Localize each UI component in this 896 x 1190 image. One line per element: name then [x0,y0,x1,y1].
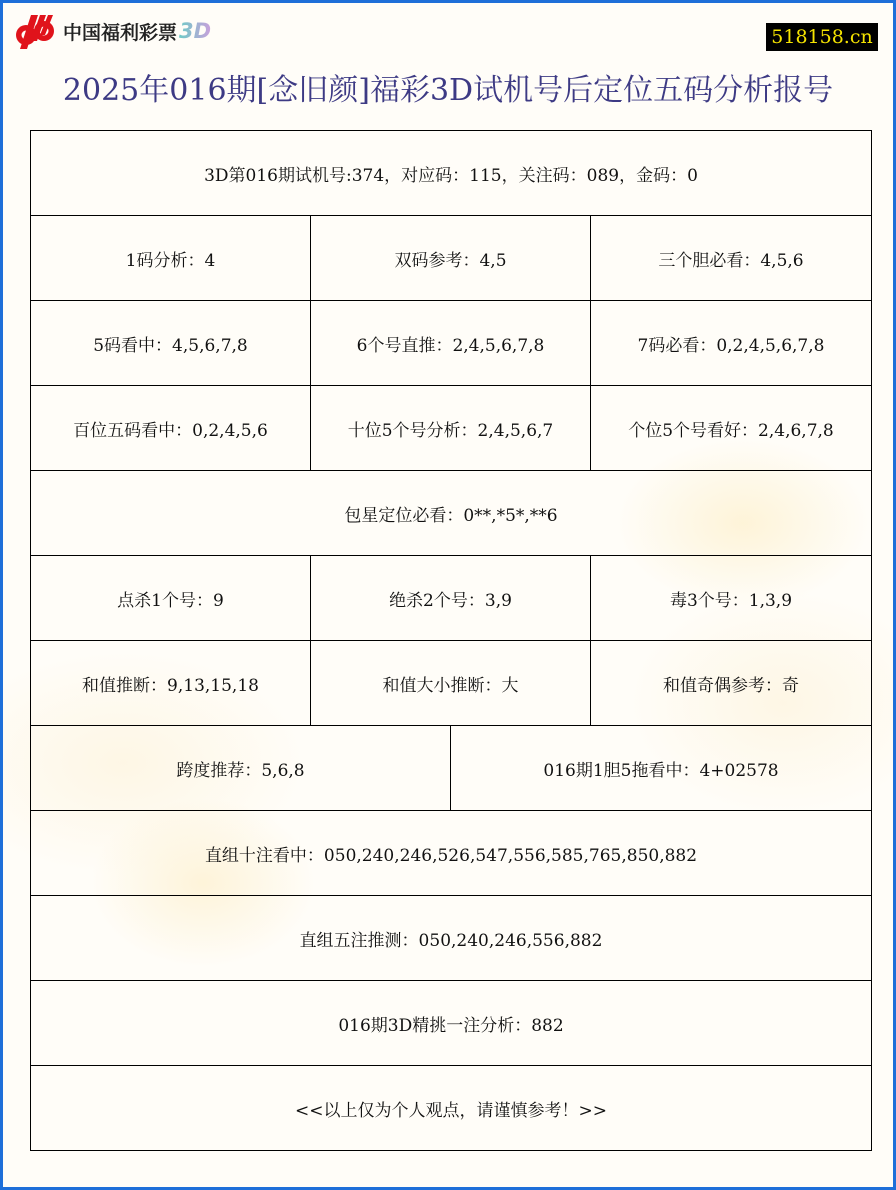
sum-values-cell: 和值推断：9,13,15,18 [31,641,311,725]
tens-cell: 十位5个号分析：2,4,5,6,7 [311,386,591,470]
ten-picks-cell: 直组十注看中：050,240,246,526,547,556,585,765,850,882 [204,845,698,866]
table-row [31,726,871,811]
hundreds-cell: 百位五码看中：0,2,4,5,6 [31,386,311,470]
page-title: 2025年016期[念旧颜]福彩3D试机号后定位五码分析报号 [62,73,834,108]
table-row [31,641,871,726]
table-row [31,131,871,216]
logo-3d-text: 3D [179,19,212,43]
kill-three-cell: 毒3个号：1,3,9 [669,590,793,611]
table-row [31,981,871,1066]
units-cell: 个位5个号看好：2,4,6,7,8 [628,420,834,441]
table-row [31,216,871,301]
one-code-cell: 1码分析：4 [31,216,311,300]
test-number-cell: 3D第016期试机号:374，对应码：115，关注码：089，金码：0 [204,165,698,186]
table-row [31,386,871,471]
header [3,3,893,59]
analysis-table [30,130,872,1151]
two-code-cell: 双码参考：4,5 [311,216,591,300]
table-row [31,301,871,386]
six-code-cell: 6个号直推：2,4,5,6,7,8 [311,301,591,385]
best-pick-cell: 016期3D精挑一注分析：882 [338,1015,564,1036]
table-row [31,896,871,981]
position-star-cell: 包星定位必看：0**,*5*,**6 [344,505,558,526]
table-row [31,556,871,641]
dan-tuo-cell: 016期1胆5拖看中：4+02578 [543,760,779,781]
table-row [31,471,871,556]
page-frame [3,3,893,1187]
five-code-cell: 5码看中：4,5,6,7,8 [31,301,311,385]
five-picks-cell: 直组五注推测：050,240,246,556,882 [299,930,603,951]
sum-size-cell: 和值大小推断：大 [311,641,591,725]
site-badge[interactable]: 518158.cn [766,23,878,51]
logo[interactable] [11,11,211,51]
table-row [31,1066,871,1151]
three-dan-cell: 三个胆必看：4,5,6 [658,250,804,271]
table-row [31,811,871,896]
kill-two-cell: 绝杀2个号：3,9 [311,556,591,640]
disclaimer-cell: <<以上仅为个人观点，请谨慎参考！>> [295,1100,607,1121]
span-cell: 跨度推荐：5,6,8 [31,726,451,810]
sum-parity-cell: 和值奇偶参考：奇 [663,675,799,696]
kill-one-cell: 点杀1个号：9 [31,556,311,640]
logo-text: 中国福利彩票 [63,21,178,44]
welfare-lottery-logo-icon [11,11,59,51]
seven-code-cell: 7码必看：0,2,4,5,6,7,8 [637,335,825,356]
